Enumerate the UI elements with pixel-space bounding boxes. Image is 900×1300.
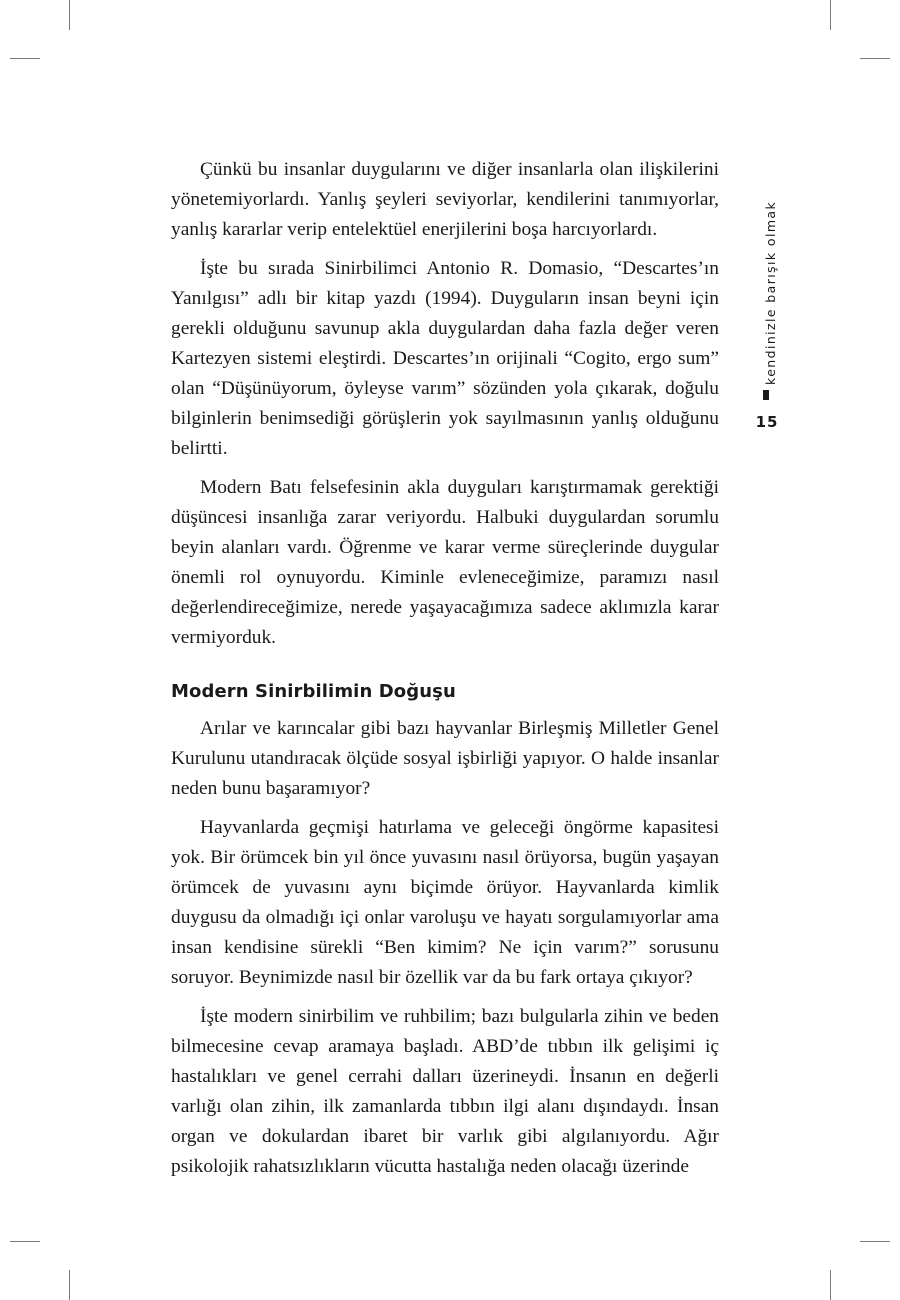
crop-mark xyxy=(860,1241,890,1242)
paragraph: Arılar ve karıncalar gibi bazı hayvanlar Birleşmiş Milletler Genel Kurulunu utandıracak ölçüde sosyal işbirliği yapıyor. O halde insanlar neden bunu başaramıyor? xyxy=(171,718,719,799)
crop-mark xyxy=(860,58,890,59)
paragraph: İşte bu sırada Sinirbilimci Antonio R. Domasio, “Descartes’ın Yanılgısı” adlı bir kitap yazdı (1994). Duyguların insan beyni için gerekli olduğunu savunup akla duygulardan daha fazla değer veren Kartezyen sistemi eleştirdi. Descartes’ın orijinali “Cogito, ergo sum” olan “Düşünüyorum, öyleyse varım” sözünden yola çıkarak, doğulu bilginlerin benimsediği görüşlerin yok sayılmasının yanlış olduğunu belirtti. xyxy=(171,258,719,459)
page-number: 15 xyxy=(755,413,779,431)
crop-mark xyxy=(69,0,70,30)
crop-mark xyxy=(10,58,40,59)
body-text xyxy=(171,155,719,1191)
paragraph: Çünkü bu insanlar duygularını ve diğer insanlarla olan ilişkilerini yönetemiyorlardı. Yanlış şeyleri seviyorlar, kendilerini tanımıyorlar, yanlış kararlar verip entelektüel enerjilerini boşa harcıyorlardı. xyxy=(171,159,719,240)
running-title-text: kendinizle barışık olmak xyxy=(763,200,778,385)
running-title xyxy=(763,200,778,385)
paragraph: İşte modern sinirbilim ve ruhbilim; bazı bulgularla zihin ve beden bilmecesine cevap aramaya başladı. ABD’de tıbbın ilk gelişimi iç hastalıkları ve genel cerrahi dalları üzerineydi. İnsanın en değerli varlığı olan zihin, ilk zamanlarda tıbbın ilgi alanı dışındaydı. İnsan organ ve dokulardan ibaret bir varlık gibi algılanıyordu. Ağır psikolojik rahatsızlıkların vücutta hastalığa neden olacağı üzerinde xyxy=(171,1006,719,1177)
crop-mark xyxy=(830,0,831,30)
paragraph: Modern Batı felsefesinin akla duyguları karıştırmamak gerektiği düşüncesi insanlığa zarar veriyordu. Halbuki duygulardan sorumlu beyin alanları vardı. Öğrenme ve karar verme süreçlerinde duygular önemli rol oynuyordu. Kiminle evleneceğimize, paramızı nasıl değerlendireceğimize, nerede yaşayacağımıza sadece aklımızla karar vermiyorduk. xyxy=(171,477,719,648)
crop-mark xyxy=(10,1241,40,1242)
paragraph: Hayvanlarda geçmişi hatırlama ve geleceği öngörme kapasitesi yok. Bir örümcek bin yıl önce yuvasını nasıl örüyorsa, bugün yaşayan örümcek de yuvasını aynı biçimde örüyor. Hayvanlarda kimlik duygusu da olmadığı içi onlar varoluşu ve hayatı sorgulamıyorlar ama insan kendisine sürekli “Ben kimim? Ne için varım?” sorusunu soruyor. Beynimizde nasıl bir özellik var da bu fark ortaya çıkıyor? xyxy=(171,817,719,988)
running-title-marker xyxy=(763,390,769,400)
crop-mark xyxy=(830,1270,831,1300)
section-heading: Modern Sinirbilimin Doğuşu xyxy=(171,681,456,702)
crop-mark xyxy=(69,1270,70,1300)
